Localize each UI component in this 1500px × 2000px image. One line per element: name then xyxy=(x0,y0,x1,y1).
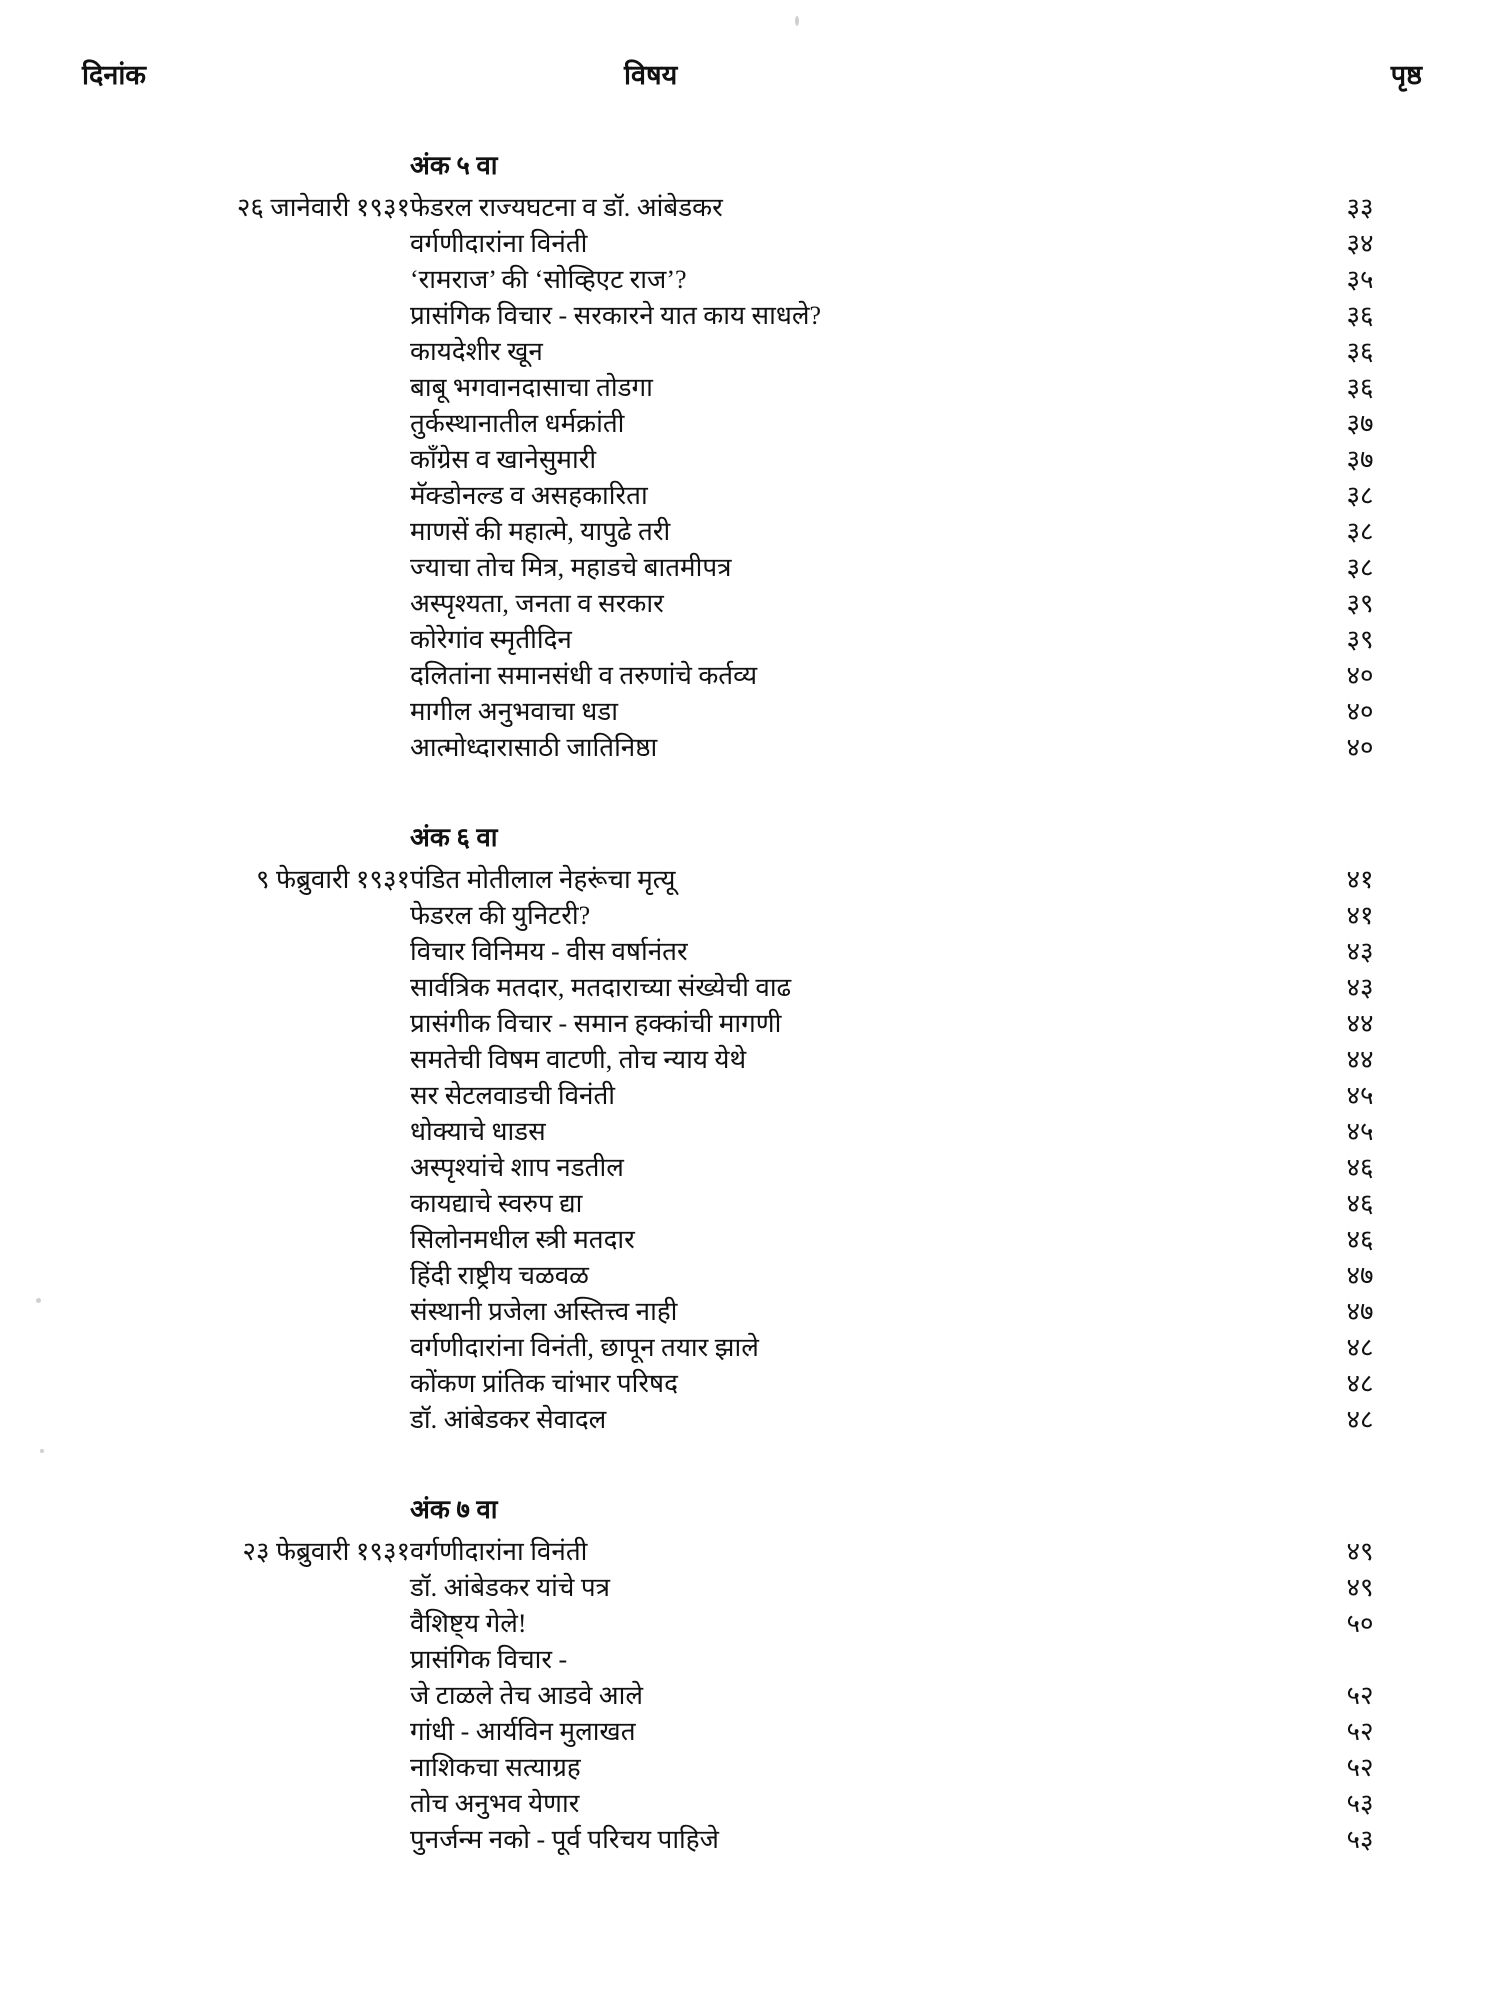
entry-subject: वर्गणीदारांना विनंती xyxy=(410,229,588,258)
entry-page-number: ४८ xyxy=(1346,1333,1374,1362)
table-row xyxy=(60,1642,1440,1678)
entry-page-number: ४३ xyxy=(1346,973,1374,1002)
entry-page-number: ३६ xyxy=(1346,301,1374,330)
entry-page-number: ४७ xyxy=(1346,1297,1374,1326)
entry-page-number: ३८ xyxy=(1346,517,1374,546)
table-row xyxy=(60,190,1440,226)
table-row xyxy=(60,1186,1440,1222)
section-title: अंक ६ वा xyxy=(410,823,498,852)
entry-subject: तुर्कस्थानातील धर्मक्रांती xyxy=(410,409,625,438)
paper-speck xyxy=(795,16,799,26)
entry-date: २६ जानेवारी १९३१ xyxy=(236,193,410,222)
section-title-page-cell xyxy=(1280,808,1440,862)
entry-date xyxy=(60,550,410,586)
entry-page-number: ४४ xyxy=(1346,1009,1374,1038)
entry-page-number: ४९ xyxy=(1346,1537,1374,1566)
section-spacer-cell xyxy=(60,1438,1440,1480)
entry-date xyxy=(60,658,410,694)
entry-date xyxy=(60,934,410,970)
table-row xyxy=(60,406,1440,442)
table-row xyxy=(60,862,1440,898)
entry-subject: हिंदी राष्ट्रीय चळवळ xyxy=(410,1261,589,1290)
table-row xyxy=(60,1006,1440,1042)
entry-page-number: ३६ xyxy=(1346,373,1374,402)
entry-date xyxy=(60,226,410,262)
entry-subject: डॉ. आंबेडकर सेवादल xyxy=(410,1405,607,1434)
entry-date xyxy=(60,1294,410,1330)
entry-page-number: ४६ xyxy=(1346,1225,1374,1254)
entry-page-number: ३४ xyxy=(1346,229,1374,258)
entry-subject: प्रासंगिक विचार - सरकारने यात काय साधले? xyxy=(410,301,822,330)
entry-page-number: ४१ xyxy=(1346,901,1374,930)
entry-date xyxy=(60,970,410,1006)
table-row xyxy=(60,1822,1440,1858)
column-header-subject: विषय xyxy=(624,60,678,90)
entry-page-number: ४९ xyxy=(1346,1573,1374,1602)
table-row xyxy=(60,1786,1440,1822)
entry-date xyxy=(60,1570,410,1606)
table-row xyxy=(60,1570,1440,1606)
table-row xyxy=(60,1366,1440,1402)
table-of-contents xyxy=(60,54,1440,1858)
entry-page-number: ४८ xyxy=(1346,1369,1374,1398)
entry-date xyxy=(60,1606,410,1642)
entry-date xyxy=(60,514,410,550)
entry-page-number: ३९ xyxy=(1346,589,1374,618)
entry-page-number: ५३ xyxy=(1346,1825,1374,1854)
entry-page-number xyxy=(1280,1642,1440,1678)
table-row xyxy=(60,1402,1440,1438)
column-header-page: पृष्ठ xyxy=(1390,60,1422,90)
entry-date xyxy=(60,1150,410,1186)
section-title-row xyxy=(60,1480,1440,1534)
entry-date xyxy=(60,1078,410,1114)
section-title-page-cell xyxy=(1280,136,1440,190)
entry-subject: कोरेगांव स्मृतीदिन xyxy=(410,625,572,654)
entry-subject: कोंकण प्रांतिक चांभार परिषद xyxy=(410,1369,678,1398)
table-row xyxy=(60,694,1440,730)
entry-date xyxy=(60,370,410,406)
entry-subject: मॅक्डोनल्ड व असहकारिता xyxy=(410,481,648,510)
entry-page-number: ५२ xyxy=(1346,1717,1374,1746)
entry-date xyxy=(60,694,410,730)
table-row xyxy=(60,478,1440,514)
entry-subject: समतेची विषम वाटणी, तोच न्याय येथे xyxy=(410,1045,747,1074)
entry-page-number: ३८ xyxy=(1346,553,1374,582)
table-row xyxy=(60,1534,1440,1570)
entry-date xyxy=(60,1186,410,1222)
entry-subject: संस्थानी प्रजेला अस्तित्त्व नाही xyxy=(410,1297,678,1326)
section-spacer xyxy=(60,1438,1440,1480)
entry-date xyxy=(60,1006,410,1042)
table-row xyxy=(60,1222,1440,1258)
entry-date xyxy=(60,406,410,442)
entry-subject: जे टाळले तेच आडवे आले xyxy=(410,1681,643,1710)
entry-page-number: ५२ xyxy=(1346,1753,1374,1782)
table-row xyxy=(60,1678,1440,1714)
entry-subject: प्रासंगिक विचार - xyxy=(410,1645,568,1674)
entry-subject: सर सेटलवाडची विनंती xyxy=(410,1081,616,1110)
entry-page-number: ३८ xyxy=(1346,481,1374,510)
section-title: अंक ५ वा xyxy=(410,151,498,180)
entry-page-number: ३६ xyxy=(1346,337,1374,366)
entry-date xyxy=(60,1714,410,1750)
table-row xyxy=(60,1330,1440,1366)
table-row xyxy=(60,334,1440,370)
entry-date: ९ फेब्रुवारी १९३१ xyxy=(255,865,410,894)
entry-page-number: ४१ xyxy=(1346,865,1374,894)
table-row xyxy=(60,442,1440,478)
entry-subject: ‘रामराज’ की ‘सोव्हिएट राज’? xyxy=(410,265,687,294)
entry-date xyxy=(60,1402,410,1438)
entry-date xyxy=(60,730,410,766)
entry-page-number: ४६ xyxy=(1346,1189,1374,1218)
column-header-date: दिनांक xyxy=(82,60,147,90)
table-row xyxy=(60,370,1440,406)
toc-header-row xyxy=(60,54,1440,136)
table-row xyxy=(60,1078,1440,1114)
table-row xyxy=(60,1750,1440,1786)
entry-subject: मागील अनुभवाचा धडा xyxy=(410,697,618,726)
table-row xyxy=(60,1258,1440,1294)
entry-subject: दलितांना समानसंधी व तरुणांचे कर्तव्य xyxy=(410,661,758,690)
table-row xyxy=(60,586,1440,622)
entry-subject: आत्मोध्दारासाठी जातिनिष्ठा xyxy=(410,733,658,762)
entry-subject: काँग्रेस व खानेसुमारी xyxy=(410,445,597,474)
entry-subject: तोच अनुभव येणार xyxy=(410,1789,580,1818)
table-row xyxy=(60,1714,1440,1750)
section-title: अंक ७ वा xyxy=(410,1495,498,1524)
entry-page-number: ४० xyxy=(1346,697,1374,726)
table-row xyxy=(60,934,1440,970)
entry-subject: फेडरल राज्यघटना व डॉ. आंबेडकर xyxy=(410,193,723,222)
entry-subject: विचार विनिमय - वीस वर्षानंतर xyxy=(410,937,688,966)
table-row xyxy=(60,970,1440,1006)
section-title-row xyxy=(60,808,1440,862)
entry-page-number: ४० xyxy=(1346,661,1374,690)
entry-subject: पुनर्जन्म नको - पूर्व परिचय पाहिजे xyxy=(410,1825,719,1854)
table-row xyxy=(60,1294,1440,1330)
table-row xyxy=(60,1114,1440,1150)
entry-page-number: ५२ xyxy=(1346,1681,1374,1710)
table-row xyxy=(60,226,1440,262)
entry-subject: फेडरल की युनिटरी? xyxy=(410,901,591,930)
section-title-date-cell xyxy=(60,808,410,862)
entry-subject: सिलोनमधील स्त्री मतदार xyxy=(410,1225,635,1254)
table-row xyxy=(60,658,1440,694)
table-row xyxy=(60,1606,1440,1642)
section-spacer-cell xyxy=(60,766,1440,808)
entry-subject: वर्गणीदारांना विनंती, छापून तयार झाले xyxy=(410,1333,759,1362)
entry-date xyxy=(60,262,410,298)
entry-page-number: ५३ xyxy=(1346,1789,1374,1818)
entry-date xyxy=(60,1222,410,1258)
entry-subject: वर्गणीदारांना विनंती xyxy=(410,1537,588,1566)
entry-date xyxy=(60,1114,410,1150)
entry-page-number: ४३ xyxy=(1346,937,1374,966)
entry-date xyxy=(60,1258,410,1294)
entry-subject: नाशिकचा सत्याग्रह xyxy=(410,1753,581,1782)
table-row xyxy=(60,514,1440,550)
entry-page-number: ३५ xyxy=(1346,265,1374,294)
entry-subject: धोक्याचे धाडस xyxy=(410,1117,546,1146)
entry-date xyxy=(60,1786,410,1822)
entry-subject: अस्पृश्यांचे शाप नडतील xyxy=(410,1153,624,1182)
entry-page-number: ४७ xyxy=(1346,1261,1374,1290)
section-title-date-cell xyxy=(60,136,410,190)
entry-page-number: ४८ xyxy=(1346,1405,1374,1434)
entry-date xyxy=(60,1678,410,1714)
entry-page-number: ३७ xyxy=(1346,445,1374,474)
entry-date: २३ फेब्रुवारी १९३१ xyxy=(242,1537,410,1566)
table-row xyxy=(60,262,1440,298)
entry-subject: वैशिष्ट्य गेले! xyxy=(410,1609,527,1638)
paper-speck xyxy=(36,1298,41,1303)
entry-page-number: ४० xyxy=(1346,733,1374,762)
table-row xyxy=(60,298,1440,334)
section-title-row xyxy=(60,136,1440,190)
entry-subject: माणसें की महात्मे, यापुढे तरी xyxy=(410,517,671,546)
table-row xyxy=(60,898,1440,934)
entry-subject: डॉ. आंबेडकर यांचे पत्र xyxy=(410,1573,611,1602)
entry-page-number: ५० xyxy=(1346,1609,1374,1638)
entry-subject: सार्वत्रिक मतदार, मतदाराच्या संख्येची वाढ xyxy=(410,973,792,1002)
entry-subject: पंडित मोतीलाल नेहरूंचा मृत्यू xyxy=(410,865,676,894)
entry-date xyxy=(60,442,410,478)
table-row xyxy=(60,730,1440,766)
entry-date xyxy=(60,298,410,334)
entry-date xyxy=(60,478,410,514)
entry-date xyxy=(60,586,410,622)
entry-page-number: ३३ xyxy=(1346,193,1374,222)
entry-subject: ज्याचा तोच मित्र, महाडचे बातमीपत्र xyxy=(410,553,732,582)
entry-subject: कायदेशीर खून xyxy=(410,337,543,366)
table-row xyxy=(60,1150,1440,1186)
entry-date xyxy=(60,1750,410,1786)
entry-page-number: ४५ xyxy=(1346,1117,1374,1146)
entry-date xyxy=(60,334,410,370)
table-row xyxy=(60,622,1440,658)
entry-date xyxy=(60,622,410,658)
entry-date xyxy=(60,898,410,934)
entry-page-number: ४६ xyxy=(1346,1153,1374,1182)
entry-subject: गांधी - आर्यविन मुलाखत xyxy=(410,1717,636,1746)
table-row xyxy=(60,1042,1440,1078)
section-title-date-cell xyxy=(60,1480,410,1534)
entry-subject: कायद्याचे स्वरुप द्या xyxy=(410,1189,583,1218)
entry-page-number: ३७ xyxy=(1346,409,1374,438)
entry-date xyxy=(60,1642,410,1678)
entry-date xyxy=(60,1822,410,1858)
entry-page-number: ३९ xyxy=(1346,625,1374,654)
entry-subject: प्रासंगीक विचार - समान हक्कांची मागणी xyxy=(410,1009,782,1038)
entry-date xyxy=(60,1330,410,1366)
entry-date xyxy=(60,1366,410,1402)
entry-subject: अस्पृश्यता, जनता व सरकार xyxy=(410,589,664,618)
entry-subject: बाबू भगवानदासाचा तोडगा xyxy=(410,373,653,402)
paper-speck xyxy=(40,1449,44,1453)
section-title-page-cell xyxy=(1280,1480,1440,1534)
table-row xyxy=(60,550,1440,586)
section-spacer xyxy=(60,766,1440,808)
entry-date xyxy=(60,1042,410,1078)
entry-page-number: ४४ xyxy=(1346,1045,1374,1074)
entry-page-number: ४५ xyxy=(1346,1081,1374,1110)
